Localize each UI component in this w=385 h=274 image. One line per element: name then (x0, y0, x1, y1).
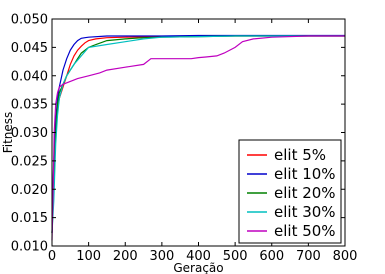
y-tick-label: 0.015 (10, 211, 48, 227)
y-tick-label: 0.030 (10, 126, 48, 141)
x-tick-label: 700 (295, 249, 321, 264)
y-tick-label: 0.035 (10, 97, 48, 113)
legend-label-1: elit 5% (274, 146, 327, 164)
legend-label-3: elit 20% (274, 184, 336, 202)
x-tick-label: 300 (149, 249, 175, 264)
x-tick-label: 800 (332, 249, 358, 264)
y-tick-label: 0.045 (10, 40, 48, 56)
y-axis-label: Fitness (1, 111, 15, 154)
legend (239, 140, 341, 243)
legend-label-5: elit 50% (274, 222, 336, 240)
y-tick-label: 0.025 (10, 154, 48, 170)
x-tick-label: 200 (112, 249, 138, 264)
y-tick-label: 0.020 (10, 182, 48, 198)
x-axis-label: Geração (173, 261, 224, 274)
x-tick-label: 400 (186, 249, 211, 264)
y-tick-label: 0.050 (10, 12, 48, 28)
y-tick-label: 0.010 (10, 239, 48, 255)
legend-label-2: elit 10% (274, 165, 336, 183)
legend-label-4: elit 30% (274, 203, 336, 221)
x-tick-label: 500 (222, 249, 248, 264)
x-tick-label: 600 (259, 249, 285, 264)
y-tick-label: 0.040 (10, 69, 48, 85)
x-tick-label: 100 (76, 249, 102, 264)
x-tick-label: 0 (47, 249, 57, 264)
